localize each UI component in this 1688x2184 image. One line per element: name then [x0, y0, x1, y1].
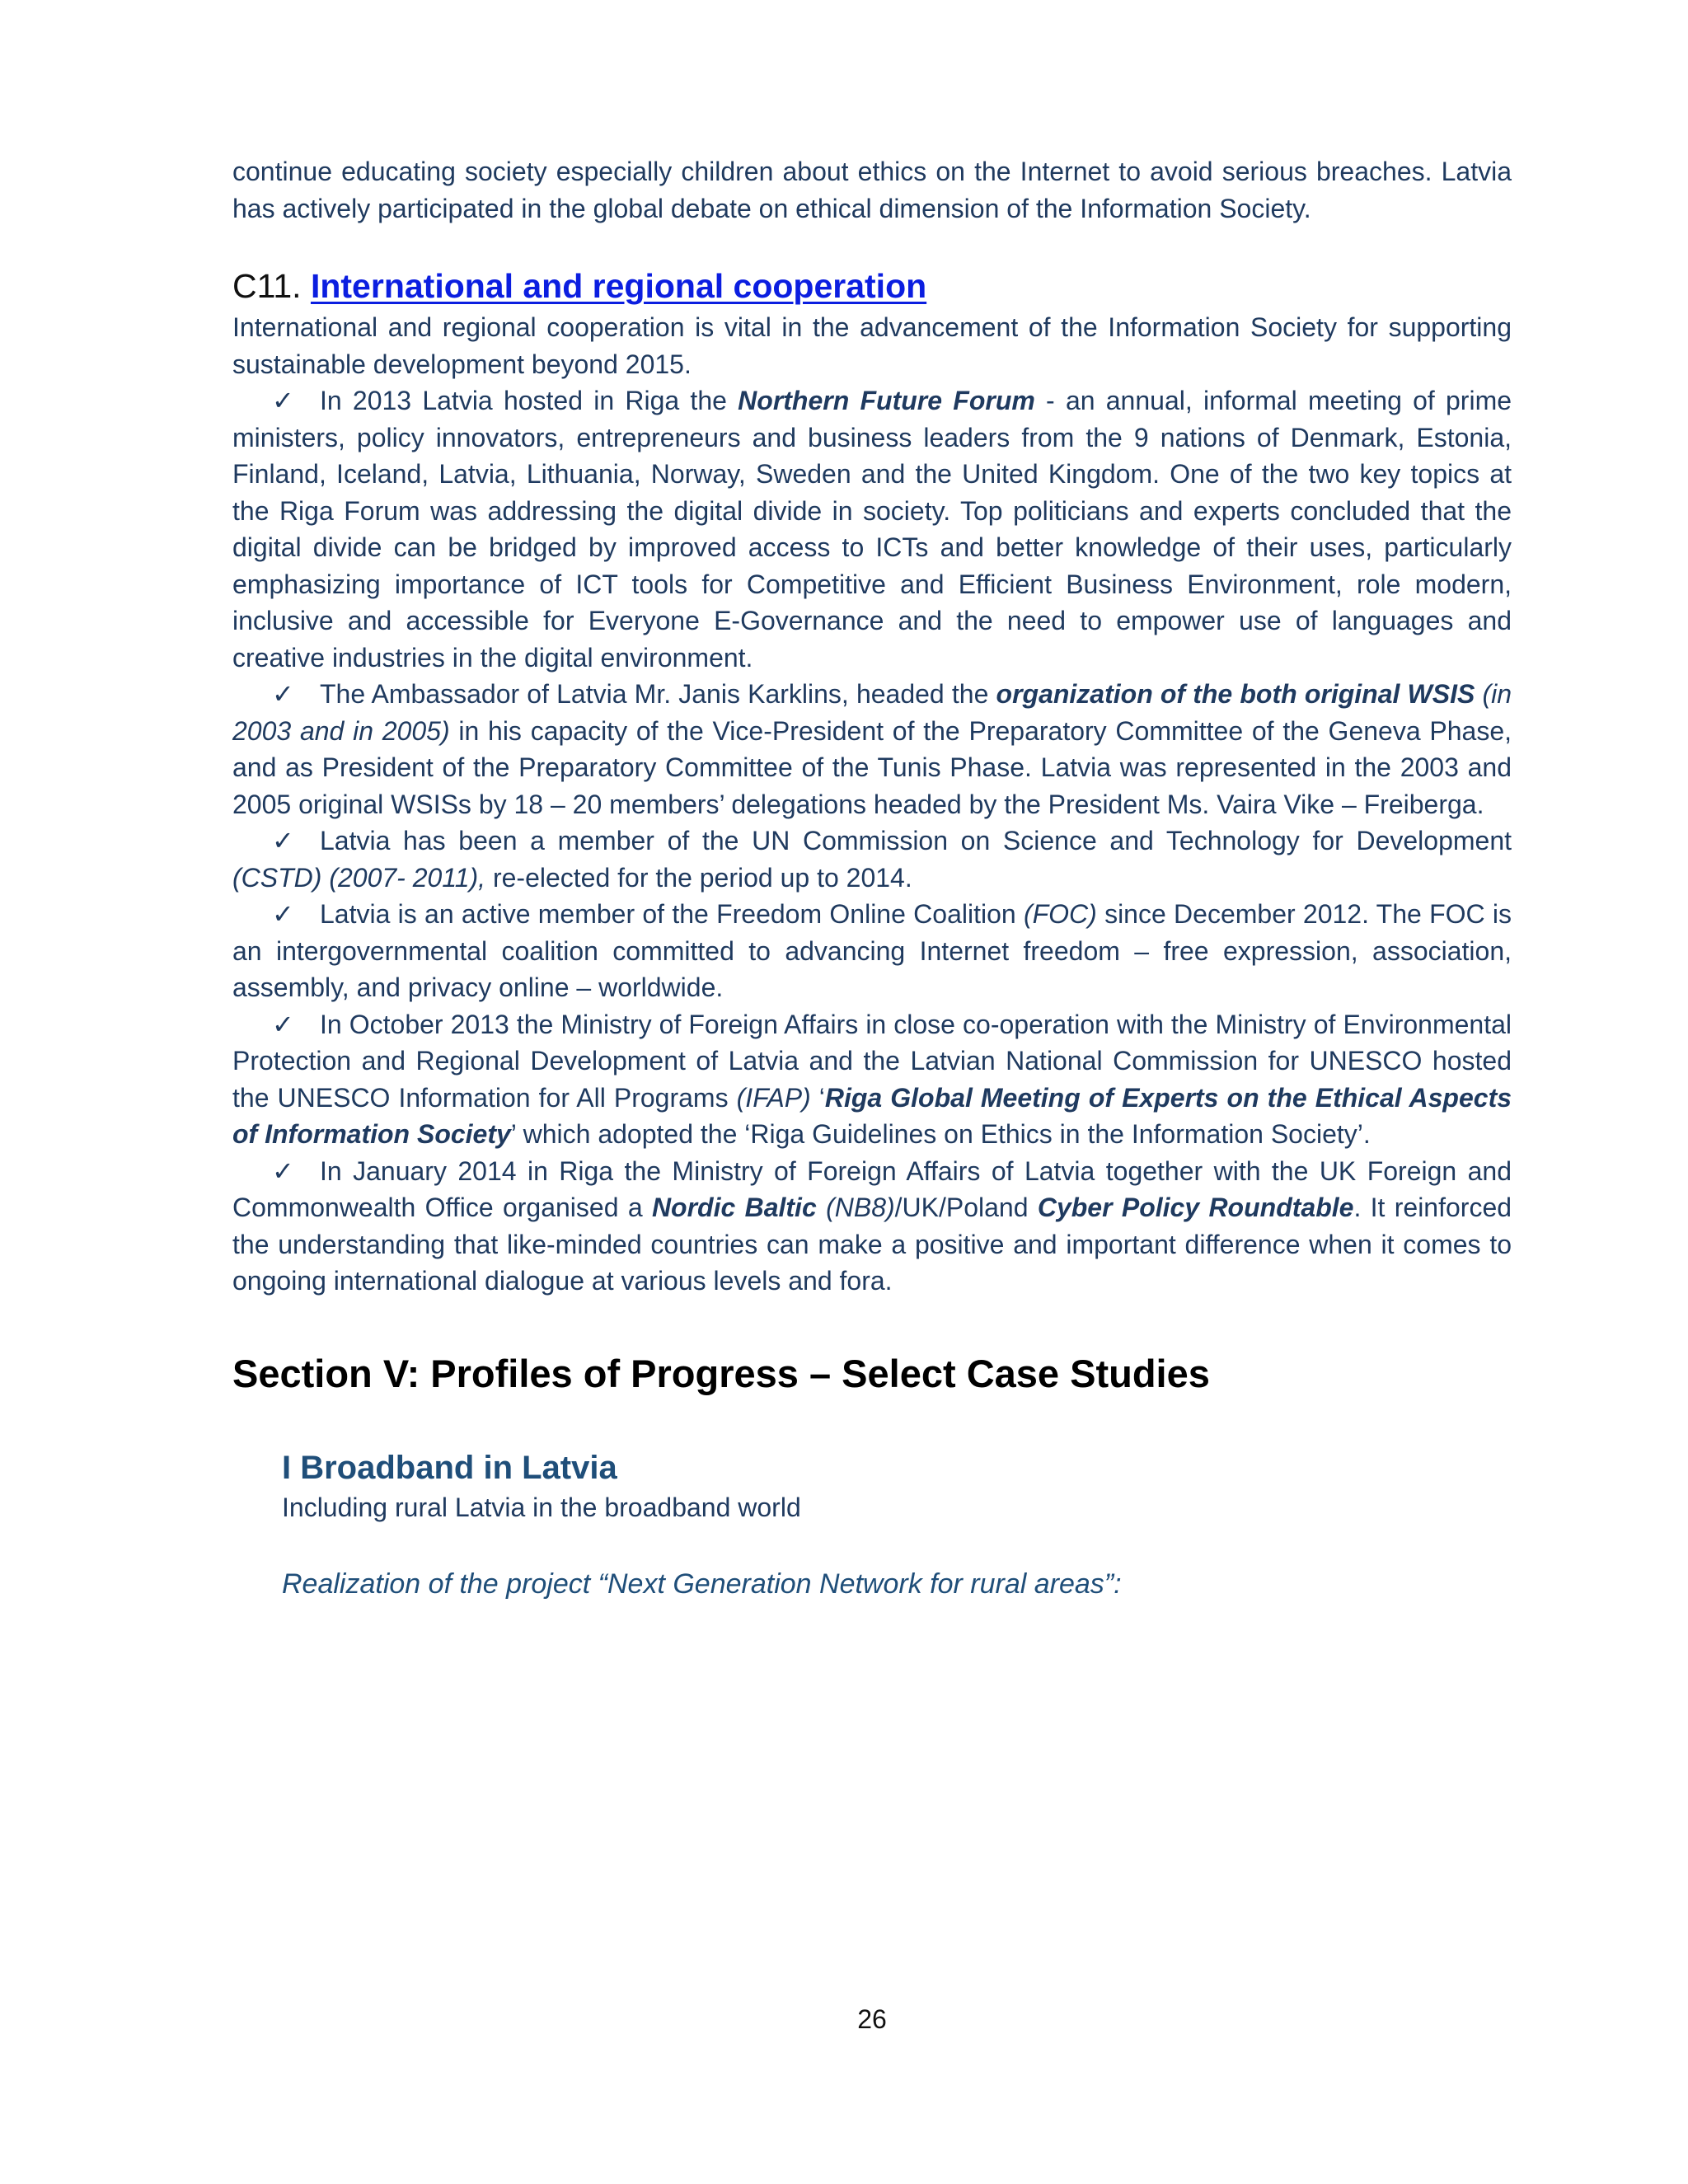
check-mark-icon: ✓: [272, 899, 294, 929]
c11-prefix: C11.: [232, 267, 302, 305]
case-study-block: [282, 1399, 1512, 1603]
case-study-heading: I Broadband in Latvia: [282, 1449, 617, 1486]
check-mark-icon: ✓: [272, 1009, 294, 1039]
document-page: [232, 153, 1512, 1603]
c11-heading: [232, 263, 1512, 309]
case-study-subtitle: Including rural Latvia in the broadband world: [282, 1492, 801, 1522]
project-heading: Realization of the project “Next Generation Network for rural areas”:: [282, 1568, 1122, 1600]
bullet-item-wsis: ✓ The Ambassador of Latvia Mr. Janis Karklins, headed the organization of the both original WSIS (in 2003 and in 2005) in his capacity of the Vice-President of the Preparatory Committee of the Geneva Phase, and as President of the Preparatory Committee of the Tunis Phase. Latvia was represented in the 2003 and 2005 original WSISs by 18 – 20 members’ delegations headed by the President Ms. Vaira Vike – Freiberga.: [232, 676, 1512, 823]
check-mark-icon: ✓: [272, 1155, 294, 1186]
bullet-item-foc: ✓ Latvia is an active member of the Freedom Online Coalition (FOC) since December 2012. The FOC is an intergovernmental coalition committed to advancing Internet freedom – free expression, association, assembly, and privacy online – worldwide.: [232, 896, 1512, 1006]
cyber-roundtable-emphasis: Cyber Policy Roundtable: [1037, 1193, 1354, 1222]
cstd-italic: (CSTD) (2007- 2011),: [232, 862, 486, 893]
bullet-item-cstd: ✓ Latvia has been a member of the UN Commission on Science and Technology for Development (CSTD) (2007- 2011), re-elected for the period up to 2014.: [232, 823, 1512, 896]
c11-title-link[interactable]: International and regional cooperation: [310, 267, 927, 305]
intro-paragraph: continue educating society especially children about ethics on the Internet to avoid serious breaches. Latvia has actively participated in the global debate on ethical dimension of the Information Society.: [232, 157, 1512, 223]
nordic-baltic-emphasis: Nordic Baltic: [651, 1193, 817, 1222]
bullet-item-unesco: ✓ In October 2013 the Ministry of Foreign Affairs in close co-operation with the Ministry of Environmental Protection and Regional Development of Latvia and the Latvian National Commission for UNESCO hosted the UNESCO Information for All Programs (IFAP) ‘Riga Global Meeting of Experts on the Ethical Aspects of Information Society’ which adopted the ‘Riga Guidelines on Ethics in the Information Society’.: [232, 1006, 1512, 1153]
wsis-emphasis: organization of the both original WSIS: [996, 679, 1475, 709]
check-mark-icon: ✓: [272, 679, 294, 709]
foc-italic: (FOC): [1023, 899, 1097, 929]
wsis-years-italic: (in 2003 and in 2005): [232, 679, 1512, 746]
nb8-italic: (NB8): [826, 1193, 895, 1222]
page-number: 26: [857, 2004, 887, 2034]
northern-future-forum-emphasis: Northern Future Forum: [738, 386, 1035, 415]
section-heading: Section V: Profiles of Progress – Select Case Studies: [232, 1351, 1210, 1395]
check-mark-icon: ✓: [272, 386, 294, 415]
riga-meeting-emphasis: Riga Global Meeting of Experts on the Ethical Aspects of Information Society: [232, 1082, 1512, 1149]
check-mark-icon: ✓: [272, 826, 294, 855]
c11-intro-paragraph: International and regional cooperation is vital in the advancement of the Information Society for supporting sustainable development beyond 2015.: [232, 312, 1512, 379]
bullet-item-cyber-roundtable: ✓ In January 2014 in Riga the Ministry of Foreign Affairs of Latvia together with the UK Foreign and Commonwealth Office organised a Nordic Baltic (NB8)/UK/Poland Cyber Policy Roundtable. It reinforced the understanding that like-minded countries can make a positive and important difference when it comes to ongoing international dialogue at various levels and fora.: [232, 1153, 1512, 1300]
bullet-item-northern-future-forum: ✓ In 2013 Latvia hosted in Riga the Northern Future Forum - an annual, informal meeting of prime ministers, policy innovators, entrepreneurs and business leaders from the 9 nations of Denmark, Estonia, Finland, Iceland, Latvia, Lithuania, Norway, Sweden and the United Kingdom. One of the two key topics at the Riga Forum was addressing the digital divide in society. Top politicians and experts concluded that the digital divide can be bridged by improved access to ICTs and better knowledge of their uses, particularly emphasizing importance of ICT tools for Competitive and Efficient Business Environment, role modern, inclusive and accessible for Everyone E-Governance and the need to empower use of languages and creative industries in the digital environment.: [232, 382, 1512, 676]
ifap-italic: (IFAP): [736, 1082, 811, 1113]
